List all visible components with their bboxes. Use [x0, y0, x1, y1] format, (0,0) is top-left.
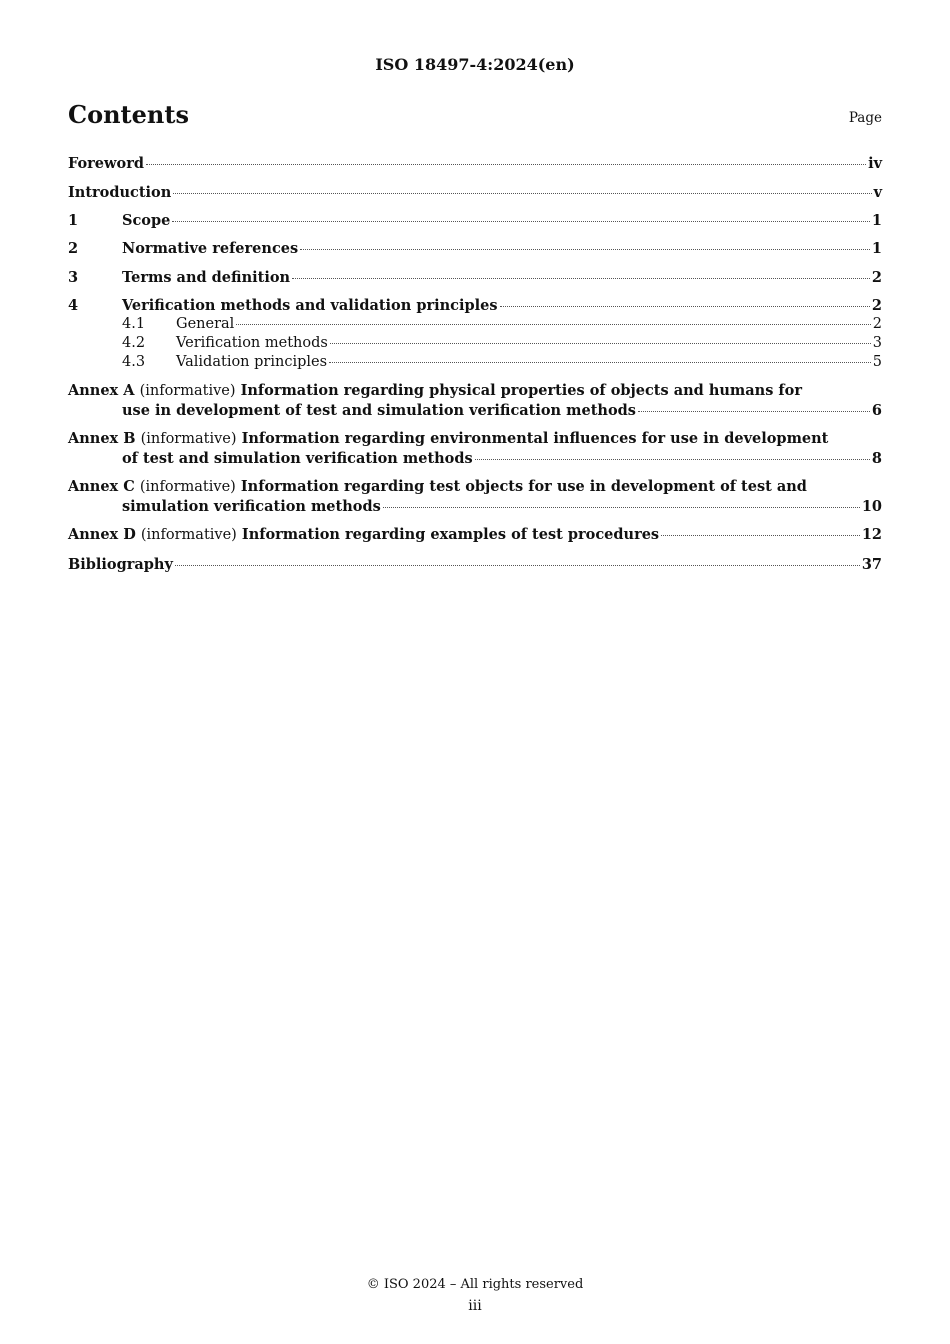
toc-entry-page: 37	[861, 556, 882, 573]
toc-entry-normative-references[interactable]	[68, 239, 882, 258]
toc-subentry-number: 4.3	[122, 354, 146, 370]
toc-entry-page: v	[873, 184, 882, 201]
toc-subentry-number: 4.2	[122, 335, 146, 351]
annex-title-line1: Information regarding examples of test procedures	[241, 526, 660, 543]
toc-entry-page: 2	[871, 297, 882, 314]
annex-label: Annex B	[68, 430, 136, 447]
toc-annex-d[interactable]	[68, 525, 882, 545]
toc-entry-title: Foreword	[68, 155, 144, 172]
leader-dots	[292, 278, 870, 279]
toc-entry-scope[interactable]	[68, 211, 882, 230]
toc-entry-bibliography[interactable]	[68, 555, 882, 574]
toc-entry-title: Bibliography	[68, 556, 173, 573]
annex-label: Annex C	[68, 478, 135, 495]
annex-title-line1: Information regarding physical properties of objects and humans for	[240, 382, 802, 399]
leader-dots	[329, 362, 871, 363]
annex-page: 6	[871, 402, 882, 419]
leader-dots	[236, 324, 870, 325]
toc-subentry-page: 5	[872, 354, 882, 370]
toc-subentry-page: 2	[872, 316, 882, 332]
copyright-footer: © ISO 2024 – All rights reserved	[366, 1277, 584, 1292]
annex-type: (informative)	[139, 479, 236, 495]
leader-dots	[173, 193, 871, 194]
toc-entry-page: 2	[871, 269, 882, 286]
annex-title-line1: Information regarding environmental influences for use in development	[241, 430, 829, 447]
leader-dots	[172, 221, 870, 222]
leader-dots	[300, 249, 870, 250]
toc-entry-title: Normative references	[122, 240, 299, 257]
contents-title: Contents	[68, 100, 189, 129]
page-number: iii	[468, 1298, 482, 1314]
toc-annex-b[interactable]	[68, 429, 882, 468]
toc-entry-page: 1	[871, 212, 882, 229]
toc-subentry-title: Verification methods	[176, 335, 328, 351]
leader-dots	[661, 535, 860, 536]
toc-entry-terms-and-definition[interactable]	[68, 268, 882, 287]
annex-page: 12	[861, 526, 882, 543]
leader-dots	[638, 411, 870, 412]
toc-entry-number: 4	[68, 297, 79, 314]
document-id-header: ISO 18497-4:2024(en)	[375, 55, 575, 74]
annex-title-line1: Information regarding test objects for use in development of test and	[240, 478, 807, 495]
annex-type: (informative)	[139, 383, 236, 399]
toc-entry-introduction[interactable]	[68, 183, 882, 202]
toc-entry-verification-and-validation[interactable]	[68, 296, 882, 315]
annex-label: Annex A	[68, 382, 135, 399]
toc-entry-number: 2	[68, 240, 79, 257]
annex-page: 10	[861, 498, 882, 515]
table-of-contents	[68, 154, 882, 574]
toc-entry-title: Introduction	[68, 184, 172, 201]
toc-entry-page: iv	[868, 155, 882, 172]
leader-dots	[175, 565, 860, 566]
annex-title-line2: use in development of test and simulation verification methods	[122, 402, 636, 419]
toc-subentry-page: 3	[872, 335, 882, 351]
toc-entry-number: 3	[68, 269, 79, 286]
toc-entry-page: 1	[871, 240, 882, 257]
toc-entry-foreword[interactable]	[68, 154, 882, 173]
annex-title-line2: simulation verification methods	[122, 498, 381, 515]
annex-type: (informative)	[140, 527, 237, 543]
page-column-label: Page	[848, 110, 882, 126]
toc-subentry-validation-principles[interactable]	[68, 353, 882, 372]
toc-subentry-general[interactable]	[68, 315, 882, 334]
toc-subentry-title: General	[176, 316, 235, 332]
toc-entry-title: Verification methods and validation principles	[122, 297, 498, 314]
toc-entry-title: Scope	[122, 212, 171, 229]
leader-dots	[330, 343, 871, 344]
annex-label: Annex D	[68, 526, 136, 543]
leader-dots	[146, 164, 866, 165]
toc-entry-title: Terms and definition	[122, 269, 291, 286]
annex-page: 8	[871, 450, 882, 467]
toc-annex-a[interactable]	[68, 381, 882, 420]
toc-entry-number: 1	[68, 212, 79, 229]
annex-type: (informative)	[140, 431, 237, 447]
leader-dots	[500, 306, 870, 307]
toc-annex-c[interactable]	[68, 477, 882, 516]
annex-title-line2: of test and simulation verification methods	[122, 450, 473, 467]
toc-subentry-title: Validation principles	[176, 354, 328, 370]
leader-dots	[475, 459, 870, 460]
toc-subentry-verification-methods[interactable]	[68, 334, 882, 353]
toc-subentry-number: 4.1	[122, 316, 146, 332]
leader-dots	[383, 507, 860, 508]
